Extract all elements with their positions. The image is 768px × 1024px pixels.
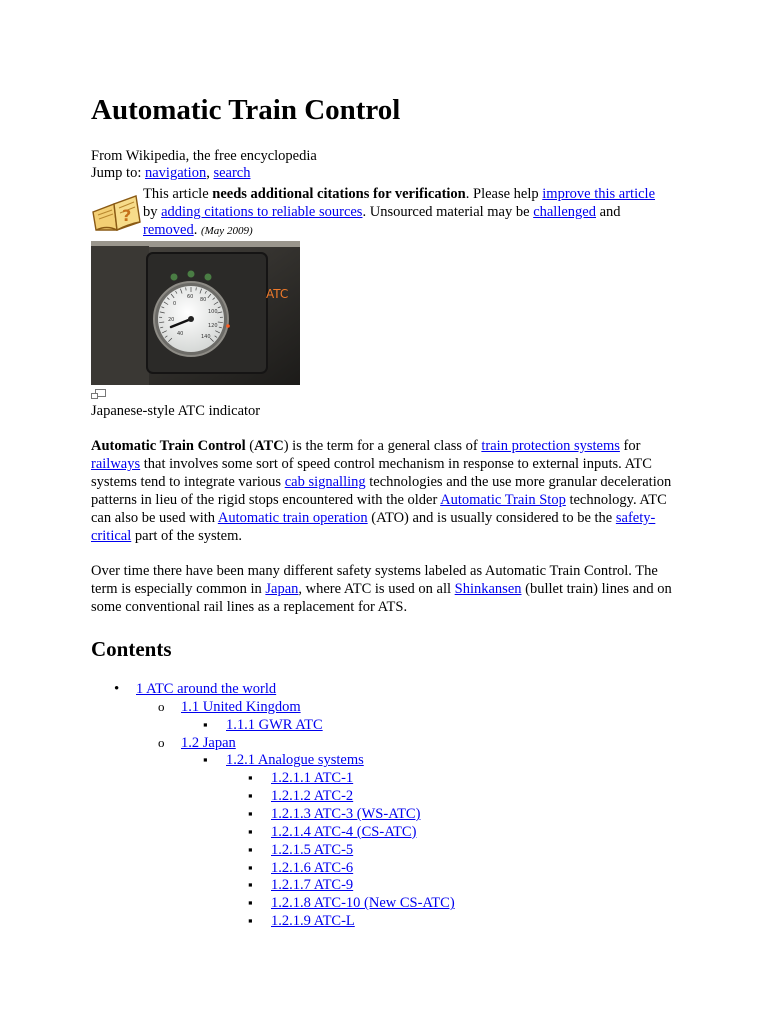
toc-bullet: ▪	[248, 895, 253, 911]
toc-bullet: ▪	[248, 788, 253, 804]
history-paragraph	[91, 563, 681, 617]
toc-bullet: ▪	[248, 805, 253, 821]
railways-link[interactable]: railways	[91, 455, 141, 472]
notice-text: by	[143, 204, 162, 220]
dial-tick	[186, 287, 187, 290]
paragraph-text: technology. ATC can also be used with	[91, 491, 667, 526]
toc-bullet: ▪	[203, 716, 208, 732]
toc-bullet: •	[114, 681, 120, 697]
toc-bullet: ▪	[248, 770, 253, 786]
toc-bullet: ▪	[248, 913, 253, 929]
toc-link[interactable]: 1.2.1.3 ATC-3 (WS-ATC)	[271, 805, 421, 822]
paragraph-text: (bullet train) lines and on some conventional rail lines as a replacement for ATS.	[91, 580, 672, 615]
improve-article-link[interactable]: improve this article	[542, 186, 656, 202]
toc-link[interactable]: 1 ATC around the world	[136, 681, 277, 697]
contents-heading: Contents	[91, 637, 172, 661]
safety-critical-link[interactable]: safety-critical	[91, 509, 656, 544]
paragraph-text: that involves some sort of speed control mechanism in response to external inputs. ATC systems tend to integrate various	[91, 455, 652, 490]
train-protection-link[interactable]: train protection systems	[481, 438, 620, 454]
notice-text: . Unsourced material may be	[362, 204, 534, 220]
image-caption: Japanese-style ATC indicator	[91, 403, 261, 419]
svg-text:?: ?	[122, 206, 132, 225]
paragraph-text: part of the system.	[131, 527, 243, 544]
term-bold: Automatic Train Control	[91, 438, 246, 454]
japan-link[interactable]: Japan	[265, 580, 299, 597]
dial-number: 20	[168, 317, 175, 323]
atc-indicator-photo	[91, 241, 300, 385]
toc-link[interactable]: 1.2.1.8 ATC-10 (New CS-ATC)	[271, 895, 455, 912]
toc-link[interactable]: 1.2.1.7 ATC-9	[271, 877, 354, 894]
paragraph-text: for	[619, 438, 641, 454]
add-citations-link[interactable]: adding citations to reliable sources	[161, 204, 363, 220]
dial-number: 40	[177, 331, 184, 337]
notice-text: and	[596, 204, 621, 220]
dial-number: 100	[208, 309, 218, 315]
jump-to-line	[91, 164, 250, 182]
enlarge-icon[interactable]	[91, 389, 106, 400]
toc-link[interactable]: 1.2.1 Analogue systems	[226, 752, 364, 769]
toc-bullet: ▪	[248, 823, 253, 839]
intro-paragraph	[91, 438, 681, 545]
navigation-link[interactable]: navigation	[144, 165, 207, 181]
toc-link[interactable]: 1.2.1.9 ATC-L	[271, 913, 355, 930]
atc-indicator-image[interactable]	[91, 241, 300, 385]
toc-bullet: ▪	[203, 752, 208, 768]
paragraph-text: (	[245, 438, 255, 454]
paragraph-text: , where ATC is used on all	[298, 580, 455, 597]
paragraph-text: (ATO) and is usually considered to be the	[367, 509, 616, 526]
paragraph-text: technologies and the use more granular deceleration patterns in lieu of the rigid stops encountered with the older	[91, 473, 672, 508]
toc-link[interactable]: 1.2.1.2 ATC-2	[271, 788, 354, 805]
automatic-train-stop-link[interactable]: Automatic Train Stop	[440, 491, 566, 508]
jump-separator: ,	[206, 165, 214, 181]
paragraph-text: ) is the term for a general class of	[283, 438, 482, 454]
dial-number: 60	[187, 294, 194, 300]
toc-link[interactable]: 1.1.1 GWR ATC	[226, 716, 323, 733]
notice-date: (May 2009)	[200, 225, 253, 237]
atc-panel-label: ATC	[266, 287, 289, 301]
paragraph-text: Over time there have been many different safety systems labeled as Automatic Train Control. The term is especially common in	[91, 563, 658, 597]
dial-number: 140	[201, 334, 211, 340]
toc-link[interactable]: 1.2.1.1 ATC-1	[271, 770, 354, 787]
dial-number: 80	[200, 297, 207, 303]
abbrev-bold: ATC	[254, 438, 284, 454]
automatic-train-operation-link[interactable]: Automatic train operation	[217, 509, 368, 526]
jump-prefix: Jump to:	[91, 165, 145, 181]
toc-link[interactable]: 1.2.1.4 ATC-4 (CS-ATC)	[271, 823, 417, 840]
toc-bullet: ▪	[248, 877, 253, 893]
shinkansen-link[interactable]: Shinkansen	[454, 580, 522, 597]
toc-bullet: ▪	[248, 859, 253, 875]
toc-link[interactable]: 1.2 Japan	[181, 734, 236, 751]
page-title: Automatic Train Control	[91, 94, 401, 126]
site-subtitle: From Wikipedia, the free encyclopedia	[91, 148, 317, 164]
challenged-link[interactable]: challenged	[533, 204, 596, 220]
notice-text: . Please help	[465, 186, 543, 202]
dial-tick	[196, 287, 197, 290]
toc-bullet: o	[158, 734, 165, 750]
toc-bullet: o	[158, 698, 165, 714]
citation-notice	[143, 185, 683, 240]
notice-text: .	[193, 222, 201, 238]
toc-link[interactable]: 1.1 United Kingdom	[181, 698, 301, 715]
toc-link[interactable]: 1.2.1.6 ATC-6	[271, 859, 354, 876]
dial-number: 0	[173, 301, 177, 307]
search-link[interactable]: search	[213, 165, 251, 181]
open-book-icon	[90, 190, 144, 234]
toc-link[interactable]: 1.2.1.5 ATC-5	[271, 841, 354, 858]
toc-bullet: ▪	[248, 841, 253, 857]
removed-link[interactable]: removed	[143, 222, 194, 238]
cab-signalling-link[interactable]: cab signalling	[284, 473, 366, 490]
notice-bold: needs additional citations for verification	[212, 186, 466, 202]
notice-text: This article	[143, 186, 213, 202]
dial-number: 120	[208, 323, 218, 329]
